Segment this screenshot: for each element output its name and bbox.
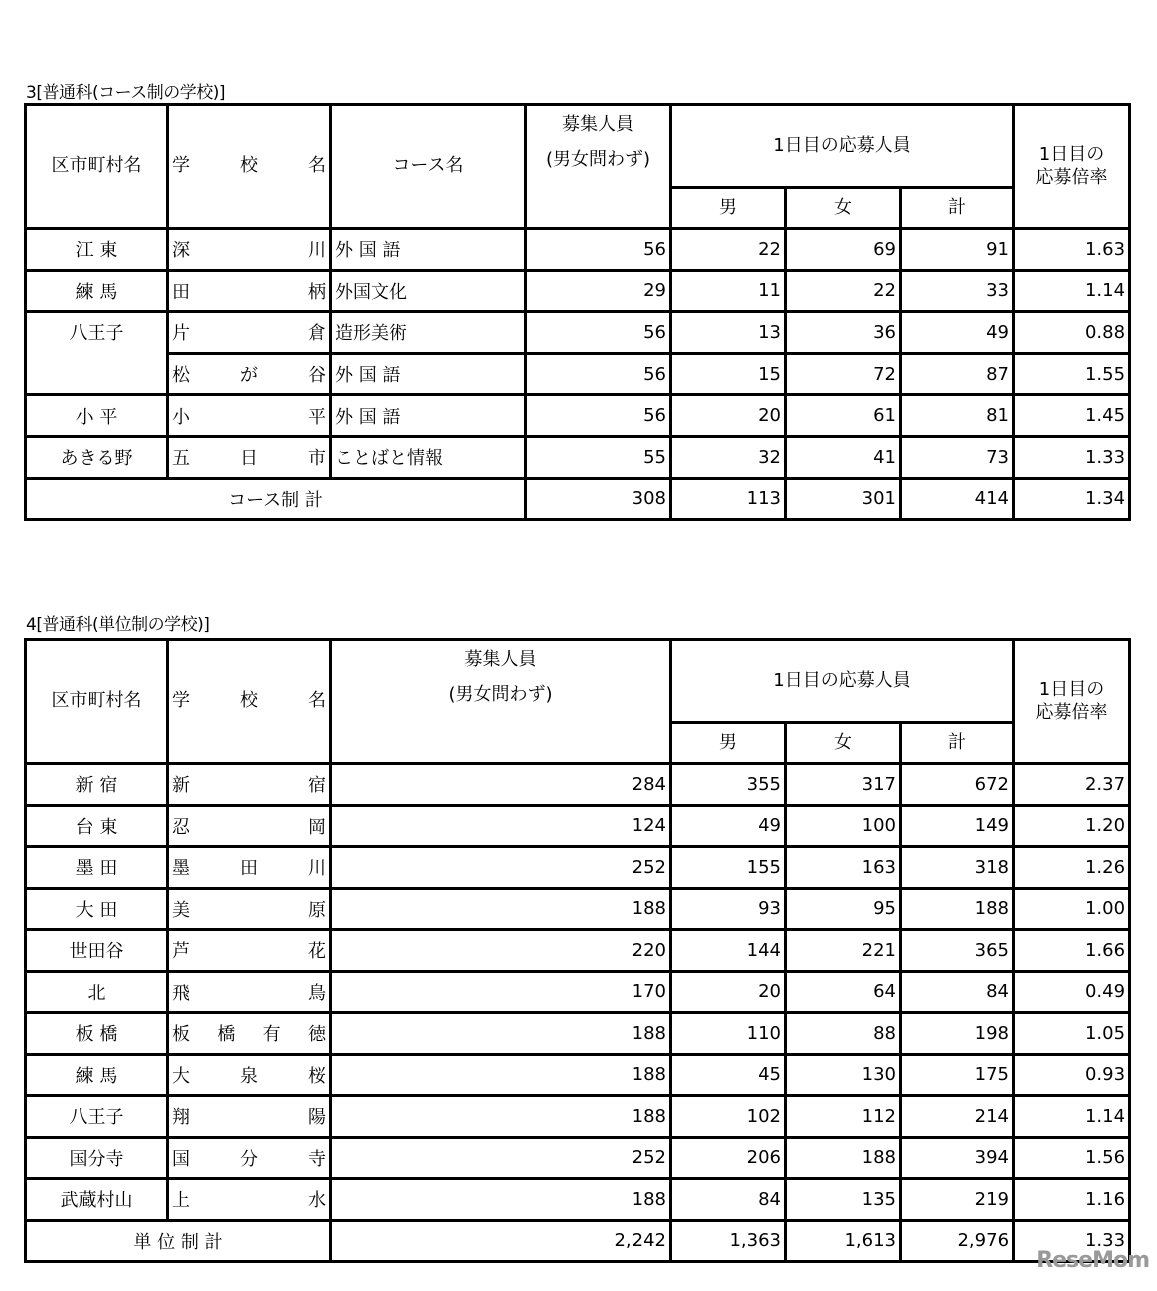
school-cell: 国分寺 — [168, 1137, 331, 1179]
capacity-cell: 29 — [526, 270, 671, 312]
table-row — [26, 436, 1130, 478]
female-cell: 88 — [786, 1013, 901, 1055]
table-row — [26, 1013, 1130, 1055]
table-row — [26, 888, 1130, 930]
header-capacity — [331, 640, 671, 764]
ratio-cell: 1.20 — [1014, 805, 1130, 847]
credit-system-table — [24, 638, 1131, 1263]
female-cell: 112 — [786, 1096, 901, 1138]
school-cell: 上水 — [168, 1179, 331, 1221]
header-ratio — [1014, 640, 1130, 764]
female-cell: 41 — [786, 436, 901, 478]
capacity-cell: 188 — [331, 1179, 671, 1221]
section4-title: 4[普通科(単位制の学校)] — [26, 615, 210, 635]
capacity-cell: 55 — [526, 436, 671, 478]
capacity-cell: 170 — [331, 971, 671, 1013]
table-row — [26, 229, 1130, 271]
table-row — [26, 353, 1130, 395]
ratio-cell: 1.05 — [1014, 1013, 1130, 1055]
resemom-logo: ReseMom — [1036, 1248, 1149, 1273]
capacity-cell: 284 — [331, 764, 671, 806]
school-cell: 忍岡 — [168, 805, 331, 847]
table-row — [26, 312, 1130, 354]
school-cell: 翔陽 — [168, 1096, 331, 1138]
ratio-cell: 1.63 — [1014, 229, 1130, 271]
male-cell: 155 — [671, 847, 786, 889]
table-row — [26, 805, 1130, 847]
district-cell: 武蔵村山 — [26, 1179, 168, 1221]
ratio-cell: 0.49 — [1014, 971, 1130, 1013]
female-cell: 163 — [786, 847, 901, 889]
school-cell: 美原 — [168, 888, 331, 930]
total-cell: 87 — [901, 353, 1014, 395]
male-cell: 13 — [671, 312, 786, 354]
school-cell: 五日市 — [168, 436, 331, 478]
district-cell: 墨 田 — [26, 847, 168, 889]
header-female: 女 — [786, 723, 901, 764]
header-school: 学 校 名 — [168, 105, 331, 229]
table-row — [26, 847, 1130, 889]
header-male: 男 — [671, 188, 786, 229]
total-row — [26, 1220, 1130, 1262]
ratio-cell: 1.33 — [1014, 436, 1130, 478]
district-cell: 練 馬 — [26, 270, 168, 312]
header-capacity-line1: 募集人員 — [464, 649, 537, 670]
total-total-cell: 414 — [901, 478, 1014, 520]
header-capacity-line2: (男女問わず) — [545, 148, 651, 170]
total-cell: 188 — [901, 888, 1014, 930]
male-cell: 20 — [671, 971, 786, 1013]
male-cell: 45 — [671, 1054, 786, 1096]
district-cell: 板 橋 — [26, 1013, 168, 1055]
ratio-cell: 1.55 — [1014, 353, 1130, 395]
district-cell: あきる野 — [26, 436, 168, 478]
total-cell: 214 — [901, 1096, 1014, 1138]
school-cell: 松が谷 — [168, 353, 331, 395]
ratio-cell: 1.14 — [1014, 270, 1130, 312]
district-cell: 八王子 — [26, 1096, 168, 1138]
course-cell: 外国文化 — [331, 270, 526, 312]
header-capacity-line1: 募集人員 — [562, 114, 634, 135]
table-row — [26, 1054, 1130, 1096]
total-total-cell: 2,976 — [901, 1220, 1014, 1262]
capacity-cell: 188 — [331, 888, 671, 930]
ratio-cell: 1.45 — [1014, 395, 1130, 437]
ratio-cell: 1.00 — [1014, 888, 1130, 930]
capacity-cell: 220 — [331, 930, 671, 972]
school-cell: 深川 — [168, 229, 331, 271]
male-cell: 84 — [671, 1179, 786, 1221]
total-capacity-cell: 308 — [526, 478, 671, 520]
ratio-cell: 1.56 — [1014, 1137, 1130, 1179]
male-cell: 22 — [671, 229, 786, 271]
district-cell: 小 平 — [26, 395, 168, 437]
course-cell: 外 国 語 — [331, 353, 526, 395]
female-cell: 61 — [786, 395, 901, 437]
section3-title: 3[普通科(コース制の学校)] — [26, 83, 225, 103]
school-cell: 芦花 — [168, 930, 331, 972]
female-cell: 100 — [786, 805, 901, 847]
total-cell: 318 — [901, 847, 1014, 889]
capacity-cell: 188 — [331, 1096, 671, 1138]
table-row — [26, 1137, 1130, 1179]
male-cell: 93 — [671, 888, 786, 930]
total-male-cell: 1,363 — [671, 1220, 786, 1262]
female-cell: 22 — [786, 270, 901, 312]
capacity-cell: 188 — [331, 1013, 671, 1055]
ratio-cell: 0.88 — [1014, 312, 1130, 354]
capacity-cell: 124 — [331, 805, 671, 847]
district-cell: 練 馬 — [26, 1054, 168, 1096]
female-cell: 64 — [786, 971, 901, 1013]
ratio-cell: 1.14 — [1014, 1096, 1130, 1138]
male-cell: 20 — [671, 395, 786, 437]
district-cell: 台 東 — [26, 805, 168, 847]
ratio-cell: 1.66 — [1014, 930, 1130, 972]
ratio-cell: 0.93 — [1014, 1054, 1130, 1096]
female-cell: 95 — [786, 888, 901, 930]
district-cell: 国分寺 — [26, 1137, 168, 1179]
header-total: 計 — [901, 188, 1014, 229]
total-female-cell: 1,613 — [786, 1220, 901, 1262]
male-cell: 15 — [671, 353, 786, 395]
district-cell: 世田谷 — [26, 930, 168, 972]
male-cell: 206 — [671, 1137, 786, 1179]
header-applicants: 1日目の応募人員 — [671, 640, 1014, 723]
header-capacity-line2: (男女問わず) — [448, 683, 553, 705]
total-capacity-cell: 2,242 — [331, 1220, 671, 1262]
capacity-cell: 56 — [526, 312, 671, 354]
school-cell: 小平 — [168, 395, 331, 437]
total-cell: 33 — [901, 270, 1014, 312]
course-cell: 外 国 語 — [331, 229, 526, 271]
course-cell: ことばと情報 — [331, 436, 526, 478]
header-ratio-line1: 1日目の — [1038, 144, 1105, 165]
table-row — [26, 764, 1130, 806]
male-cell: 49 — [671, 805, 786, 847]
school-cell: 田柄 — [168, 270, 331, 312]
female-cell: 221 — [786, 930, 901, 972]
male-cell: 32 — [671, 436, 786, 478]
female-cell: 72 — [786, 353, 901, 395]
total-label: 単 位 制 計 — [26, 1220, 331, 1262]
male-cell: 11 — [671, 270, 786, 312]
header-district: 区市町村名 — [26, 105, 168, 229]
male-cell: 110 — [671, 1013, 786, 1055]
total-cell: 672 — [901, 764, 1014, 806]
total-female-cell: 301 — [786, 478, 901, 520]
total-cell: 149 — [901, 805, 1014, 847]
school-cell: 大泉桜 — [168, 1054, 331, 1096]
school-cell: 飛鳥 — [168, 971, 331, 1013]
table-row — [26, 971, 1130, 1013]
total-ratio-cell: 1.33 — [1014, 1220, 1130, 1262]
capacity-cell: 56 — [526, 395, 671, 437]
capacity-cell: 252 — [331, 847, 671, 889]
header-course: コース名 — [331, 105, 526, 229]
female-cell: 130 — [786, 1054, 901, 1096]
course-system-table — [24, 103, 1131, 521]
course-cell: 外 国 語 — [331, 395, 526, 437]
district-cell: 大 田 — [26, 888, 168, 930]
total-cell: 49 — [901, 312, 1014, 354]
header-ratio — [1014, 105, 1130, 229]
school-cell: 片倉 — [168, 312, 331, 354]
total-cell: 84 — [901, 971, 1014, 1013]
total-ratio-cell: 1.34 — [1014, 478, 1130, 520]
header-capacity — [526, 105, 671, 229]
course-cell: 造形美術 — [331, 312, 526, 354]
district-cell: 八王子 — [26, 312, 168, 395]
total-male-cell: 113 — [671, 478, 786, 520]
female-cell: 69 — [786, 229, 901, 271]
total-cell: 394 — [901, 1137, 1014, 1179]
capacity-cell: 188 — [331, 1054, 671, 1096]
school-cell: 板橋有徳 — [168, 1013, 331, 1055]
male-cell: 102 — [671, 1096, 786, 1138]
header-total: 計 — [901, 723, 1014, 764]
male-cell: 355 — [671, 764, 786, 806]
header-ratio-line2: 応募倍率 — [1035, 701, 1108, 723]
total-row — [26, 478, 1130, 520]
district-cell: 北 — [26, 971, 168, 1013]
header-ratio-line2: 応募倍率 — [1035, 166, 1108, 188]
header-applicants: 1日目の応募人員 — [671, 105, 1014, 188]
header-female: 女 — [786, 188, 901, 229]
capacity-cell: 56 — [526, 353, 671, 395]
ratio-cell: 2.37 — [1014, 764, 1130, 806]
table-row — [26, 270, 1130, 312]
total-cell: 365 — [901, 930, 1014, 972]
ratio-cell: 1.16 — [1014, 1179, 1130, 1221]
school-cell: 墨田川 — [168, 847, 331, 889]
district-cell: 江 東 — [26, 229, 168, 271]
school-cell: 新宿 — [168, 764, 331, 806]
district-cell: 新 宿 — [26, 764, 168, 806]
total-cell: 219 — [901, 1179, 1014, 1221]
ratio-cell: 1.26 — [1014, 847, 1130, 889]
header-district: 区市町村名 — [26, 640, 168, 764]
header-ratio-line1: 1日目の — [1038, 679, 1105, 700]
table-row — [26, 1096, 1130, 1138]
female-cell: 36 — [786, 312, 901, 354]
female-cell: 188 — [786, 1137, 901, 1179]
total-cell: 175 — [901, 1054, 1014, 1096]
table-row — [26, 1179, 1130, 1221]
table-row — [26, 395, 1130, 437]
total-cell: 198 — [901, 1013, 1014, 1055]
table-row — [26, 930, 1130, 972]
header-male: 男 — [671, 723, 786, 764]
header-school: 学 校 名 — [168, 640, 331, 764]
female-cell: 135 — [786, 1179, 901, 1221]
total-label: コース制 計 — [26, 478, 526, 520]
total-cell: 81 — [901, 395, 1014, 437]
total-cell: 91 — [901, 229, 1014, 271]
total-cell: 73 — [901, 436, 1014, 478]
capacity-cell: 56 — [526, 229, 671, 271]
capacity-cell: 252 — [331, 1137, 671, 1179]
male-cell: 144 — [671, 930, 786, 972]
female-cell: 317 — [786, 764, 901, 806]
